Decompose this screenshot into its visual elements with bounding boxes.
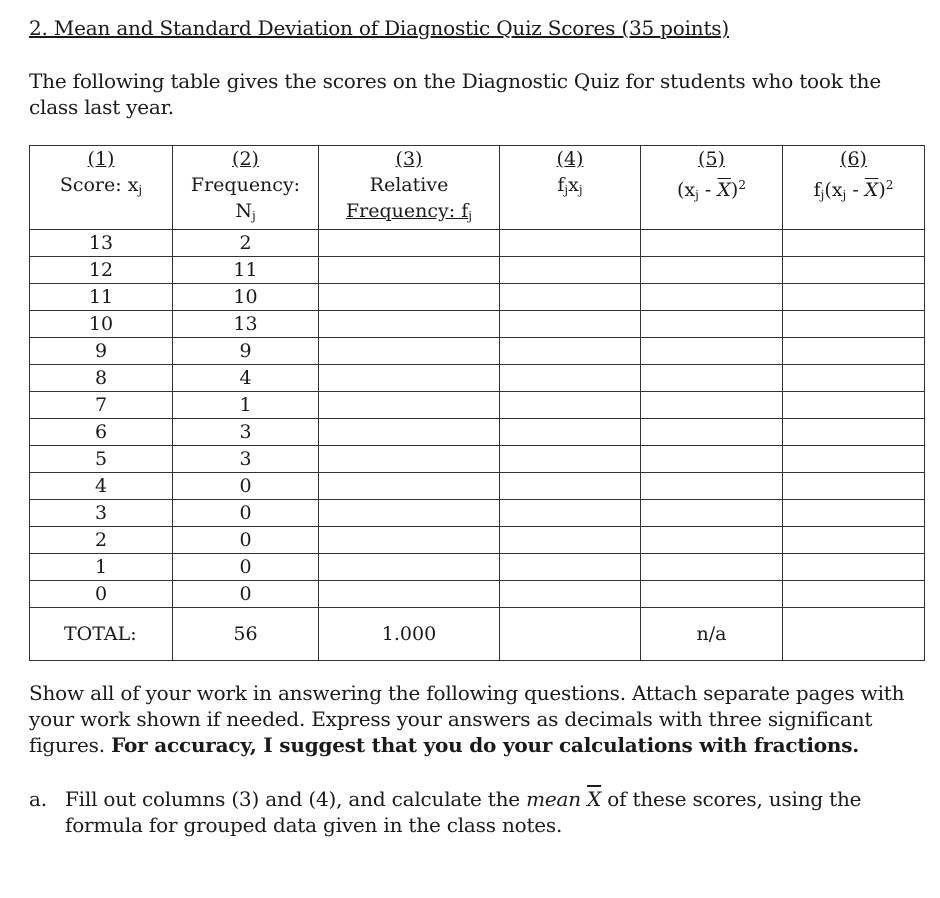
score-cell: 2: [30, 527, 173, 554]
table-row: [30, 419, 925, 446]
squared-deviation-cell[interactable]: [641, 554, 783, 581]
fx-cell[interactable]: [500, 446, 641, 473]
header-relative-frequency: (3) Relative Frequency: $f_j$: [319, 146, 500, 230]
weighted-squared-deviation-cell[interactable]: [783, 581, 925, 608]
total-weighted-squared-deviation-cell[interactable]: [783, 608, 925, 661]
score-cell: 10: [30, 311, 173, 338]
relative-frequency-cell[interactable]: [319, 419, 500, 446]
question-a: [29, 786, 909, 838]
fx-cell[interactable]: [500, 311, 641, 338]
score-cell: 5: [30, 446, 173, 473]
relative-frequency-cell[interactable]: [319, 473, 500, 500]
frequency-cell: 4: [173, 365, 319, 392]
fx-cell[interactable]: [500, 257, 641, 284]
table-row: [30, 554, 925, 581]
fx-cell[interactable]: [500, 581, 641, 608]
instructions-paragraph: [29, 680, 909, 758]
fx-cell[interactable]: [500, 230, 641, 257]
table-row: [30, 581, 925, 608]
intro-paragraph: The following table gives the scores on the Diagnostic Quiz for students who took the class last year.: [29, 69, 881, 119]
weighted-squared-deviation-cell[interactable]: [783, 446, 925, 473]
weighted-squared-deviation-cell[interactable]: [783, 554, 925, 581]
score-cell: 11: [30, 284, 173, 311]
fx-cell[interactable]: [500, 554, 641, 581]
weighted-squared-deviation-cell[interactable]: [783, 527, 925, 554]
table-row: [30, 392, 925, 419]
frequency-cell: 0: [173, 473, 319, 500]
weighted-squared-deviation-cell[interactable]: [783, 230, 925, 257]
relative-frequency-cell[interactable]: [319, 392, 500, 419]
scores-table: [29, 145, 925, 661]
frequency-cell: 3: [173, 446, 319, 473]
table-row: [30, 230, 925, 257]
section-heading: 2. Mean and Standard Deviation of Diagnostic Quiz Scores (35 points): [29, 16, 729, 40]
squared-deviation-cell[interactable]: [641, 257, 783, 284]
frequency-cell: 0: [173, 581, 319, 608]
relative-frequency-cell[interactable]: [319, 230, 500, 257]
frequency-cell: 0: [173, 500, 319, 527]
weighted-squared-deviation-cell[interactable]: [783, 284, 925, 311]
score-cell: 13: [30, 230, 173, 257]
squared-deviation-cell[interactable]: [641, 392, 783, 419]
table-row: [30, 473, 925, 500]
squared-deviation-cell[interactable]: [641, 284, 783, 311]
fx-cell[interactable]: [500, 473, 641, 500]
frequency-cell: 11: [173, 257, 319, 284]
relative-frequency-cell[interactable]: [319, 311, 500, 338]
fx-cell[interactable]: [500, 527, 641, 554]
total-row: [30, 608, 925, 661]
table-row: [30, 365, 925, 392]
frequency-cell: 0: [173, 527, 319, 554]
relative-frequency-cell[interactable]: [319, 338, 500, 365]
instructions-bold-tip: For accuracy, I suggest that you do your calculations with fractions.: [111, 733, 860, 757]
total-label: TOTAL:: [30, 608, 173, 661]
weighted-squared-deviation-cell[interactable]: [783, 500, 925, 527]
score-cell: 1: [30, 554, 173, 581]
weighted-squared-deviation-cell[interactable]: [783, 419, 925, 446]
relative-frequency-cell[interactable]: [319, 581, 500, 608]
squared-deviation-cell[interactable]: [641, 473, 783, 500]
frequency-cell: 0: [173, 554, 319, 581]
table-header-row: [30, 146, 925, 230]
squared-deviation-cell[interactable]: [641, 365, 783, 392]
weighted-squared-deviation-cell[interactable]: [783, 392, 925, 419]
squared-deviation-cell[interactable]: [641, 230, 783, 257]
relative-frequency-cell[interactable]: [319, 284, 500, 311]
table-row: [30, 311, 925, 338]
header-frequency: (2) Frequency: $N_j$: [173, 146, 319, 230]
squared-deviation-cell[interactable]: [641, 500, 783, 527]
relative-frequency-cell[interactable]: [319, 527, 500, 554]
squared-deviation-cell[interactable]: [641, 446, 783, 473]
header-fx: (4) $f_jx_j$: [500, 146, 641, 230]
weighted-squared-deviation-cell[interactable]: [783, 338, 925, 365]
question-letter: a.: [29, 787, 47, 811]
score-cell: 8: [30, 365, 173, 392]
weighted-squared-deviation-cell[interactable]: [783, 311, 925, 338]
fx-cell[interactable]: [500, 365, 641, 392]
relative-frequency-cell[interactable]: [319, 365, 500, 392]
relative-frequency-cell[interactable]: [319, 446, 500, 473]
score-cell: 0: [30, 581, 173, 608]
header-score: (1) Score: $x_j$: [30, 146, 173, 230]
squared-deviation-cell[interactable]: [641, 311, 783, 338]
question-text: Fill out columns (3) and (4), and calculate the mean $\overline{X}$ of these scores, using the formula for grouped data given in the class notes.: [65, 787, 862, 837]
frequency-cell: 3: [173, 419, 319, 446]
fx-cell[interactable]: [500, 284, 641, 311]
fx-cell[interactable]: [500, 338, 641, 365]
table-row: [30, 257, 925, 284]
total-relative-frequency: 1.000: [319, 608, 500, 661]
frequency-cell: 1: [173, 392, 319, 419]
weighted-squared-deviation-cell[interactable]: [783, 257, 925, 284]
frequency-cell: 9: [173, 338, 319, 365]
squared-deviation-cell[interactable]: [641, 527, 783, 554]
squared-deviation-cell[interactable]: [641, 581, 783, 608]
total-fx-cell[interactable]: [500, 608, 641, 661]
weighted-squared-deviation-cell[interactable]: [783, 473, 925, 500]
score-cell: 4: [30, 473, 173, 500]
frequency-cell: 13: [173, 311, 319, 338]
relative-frequency-cell[interactable]: [319, 554, 500, 581]
table-row: [30, 500, 925, 527]
weighted-squared-deviation-cell[interactable]: [783, 365, 925, 392]
header-squared-deviation: (5) $(x_j - \overline{X})^2$: [641, 146, 783, 230]
fx-cell[interactable]: [500, 500, 641, 527]
table-row: [30, 338, 925, 365]
relative-frequency-cell[interactable]: [319, 500, 500, 527]
instructions-text: Show all of your work in answering the following questions. Attach separate pages with your work shown if needed. Express your answers as decimals with three significant figures.: [29, 681, 905, 757]
frequency-cell: 2: [173, 230, 319, 257]
score-cell: 3: [30, 500, 173, 527]
score-cell: 12: [30, 257, 173, 284]
table-row: [30, 527, 925, 554]
fx-cell[interactable]: [500, 392, 641, 419]
frequency-cell: 10: [173, 284, 319, 311]
total-frequency: 56: [173, 608, 319, 661]
squared-deviation-cell[interactable]: [641, 419, 783, 446]
fx-cell[interactable]: [500, 419, 641, 446]
table-row: [30, 284, 925, 311]
total-squared-deviation: n/a: [641, 608, 783, 661]
relative-frequency-cell[interactable]: [319, 257, 500, 284]
squared-deviation-cell[interactable]: [641, 338, 783, 365]
header-weighted-squared-deviation: (6) $f_j(x_j - \overline{X})^2$: [783, 146, 925, 230]
table-row: [30, 446, 925, 473]
score-cell: 6: [30, 419, 173, 446]
score-cell: 9: [30, 338, 173, 365]
score-cell: 7: [30, 392, 173, 419]
